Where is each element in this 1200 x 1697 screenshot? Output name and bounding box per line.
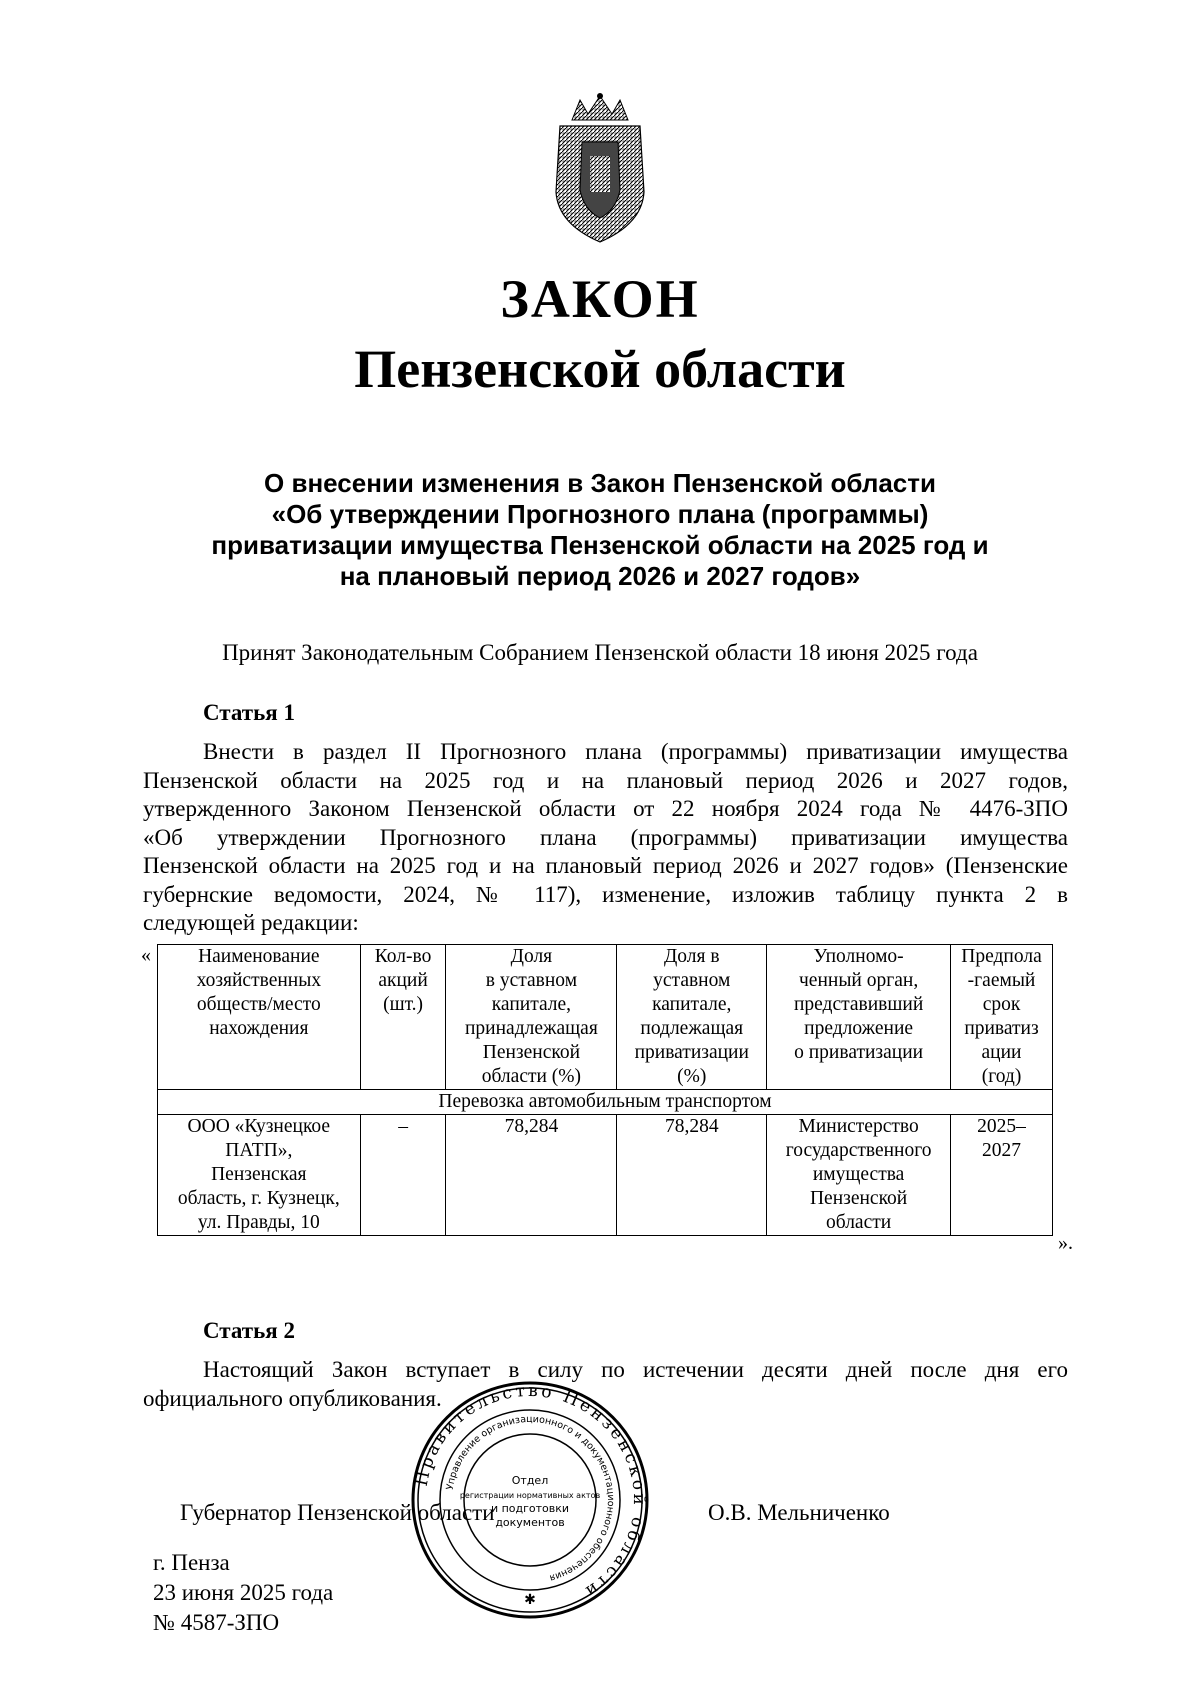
stamp-center-line: документов: [495, 1516, 565, 1529]
header-authority: Уполномо- ченный орган, представивший предложение о приватизации: [767, 945, 951, 1090]
paragraph-line: губернские ведомости, 2024, № 117), изменение, изложив таблицу пункта 2 в: [143, 881, 1068, 907]
paragraph-line: утвержденного Законом Пензенской области от 22 ноября 2024 года № 4476-ЗПО: [143, 796, 1068, 821]
paragraph-line: Настоящий Закон вступает в силу по истечении десяти дней после дня его: [203, 1357, 1068, 1382]
heading-line: приватизации имущества Пензенской области на 2025 год и: [211, 530, 989, 560]
header-region-share: Доля в уставном капитале, принадлежащая Пензенской области (%): [446, 945, 617, 1090]
document-title: ЗАКОН: [500, 269, 700, 329]
stamp-star-icon: ✱: [524, 1592, 536, 1608]
cell-authority: Министерство государственного имущества Пензенской области: [767, 1115, 951, 1236]
heading-line: на плановый период 2026 и 2027 годов»: [339, 561, 861, 591]
section-title: Перевозка автомобильным транспортом: [158, 1090, 1053, 1115]
table-row: [158, 1115, 1053, 1236]
stamp-inner-text: Управление организационного и документационного обеспечения: [444, 1413, 617, 1584]
article-2-title: Статья 2: [203, 1318, 295, 1343]
table-quote-close: ».: [1058, 1232, 1073, 1254]
paragraph-line: Внести в раздел II Прогнозного плана (программы) приватизации имущества: [203, 739, 1068, 764]
signature-position: Губернатор Пензенской области: [180, 1500, 495, 1525]
header-term: Предпола -гаемый срок приватиз ации (год): [951, 945, 1053, 1090]
article-1-title: Статья 1: [203, 700, 295, 725]
paragraph-line: следующей редакции:: [143, 910, 359, 935]
cell-company: ООО «Кузнецкое ПАТП», Пензенская область, г. Кузнецк, ул. Правды, 10: [158, 1115, 361, 1236]
privatization-table: [157, 944, 1053, 1236]
place-city: г. Пенза: [153, 1550, 230, 1575]
table-section-row: [158, 1090, 1053, 1115]
stamp-center-line: и подготовки: [490, 1502, 570, 1515]
cell-term: 2025– 2027: [951, 1115, 1053, 1236]
signature-name: О.В. Мельниченко: [708, 1500, 890, 1525]
document-region: Пензенской области: [354, 339, 846, 399]
article-1-text: [143, 738, 1068, 938]
stamp-outer-text: Правительство Пензенской области: [411, 1380, 650, 1603]
law-date: 23 июня 2025 года: [153, 1580, 334, 1605]
paragraph-line: Пензенской области на 2025 год и на плановый период 2026 и 2027 годов» (Пензенские: [143, 853, 1068, 878]
header-company: Наименование хозяйственных обществ/место нахождения: [158, 945, 361, 1090]
heading-line: «Об утверждении Прогнозного плана (программы): [271, 499, 929, 529]
law-heading: [150, 468, 1050, 592]
cell-privatized-share: 78,284: [617, 1115, 767, 1236]
cell-region-share: 78,284: [446, 1115, 617, 1236]
official-stamp: [410, 1380, 650, 1620]
paragraph-line: «Об утверждении Прогнозного плана (программы) приватизации имущества: [143, 824, 1068, 850]
coat-of-arms-icon: [542, 92, 658, 244]
law-number: № 4587-ЗПО: [153, 1610, 280, 1635]
header-privatized-share: Доля в уставном капитале, подлежащая приватизации (%): [617, 945, 767, 1090]
header-shares: Кол-во акций (шт.): [360, 945, 446, 1090]
paragraph-line: Пензенской области на 2025 год и на плановый период 2026 и 2027 годов,: [143, 767, 1068, 793]
stamp-center-line: регистрации нормативных актов: [459, 1491, 601, 1500]
table-quote-open: «: [141, 944, 151, 966]
heading-line: О внесении изменения в Закон Пензенской области: [264, 468, 936, 498]
adoption-note: Принят Законодательным Собранием Пензенской области 18 июня 2025 года: [222, 640, 978, 665]
stamp-center-line: Отдел: [511, 1474, 549, 1487]
cell-shares: –: [360, 1115, 446, 1236]
table-header-row: [158, 945, 1053, 1090]
paragraph-line: официального опубликования.: [143, 1385, 442, 1411]
